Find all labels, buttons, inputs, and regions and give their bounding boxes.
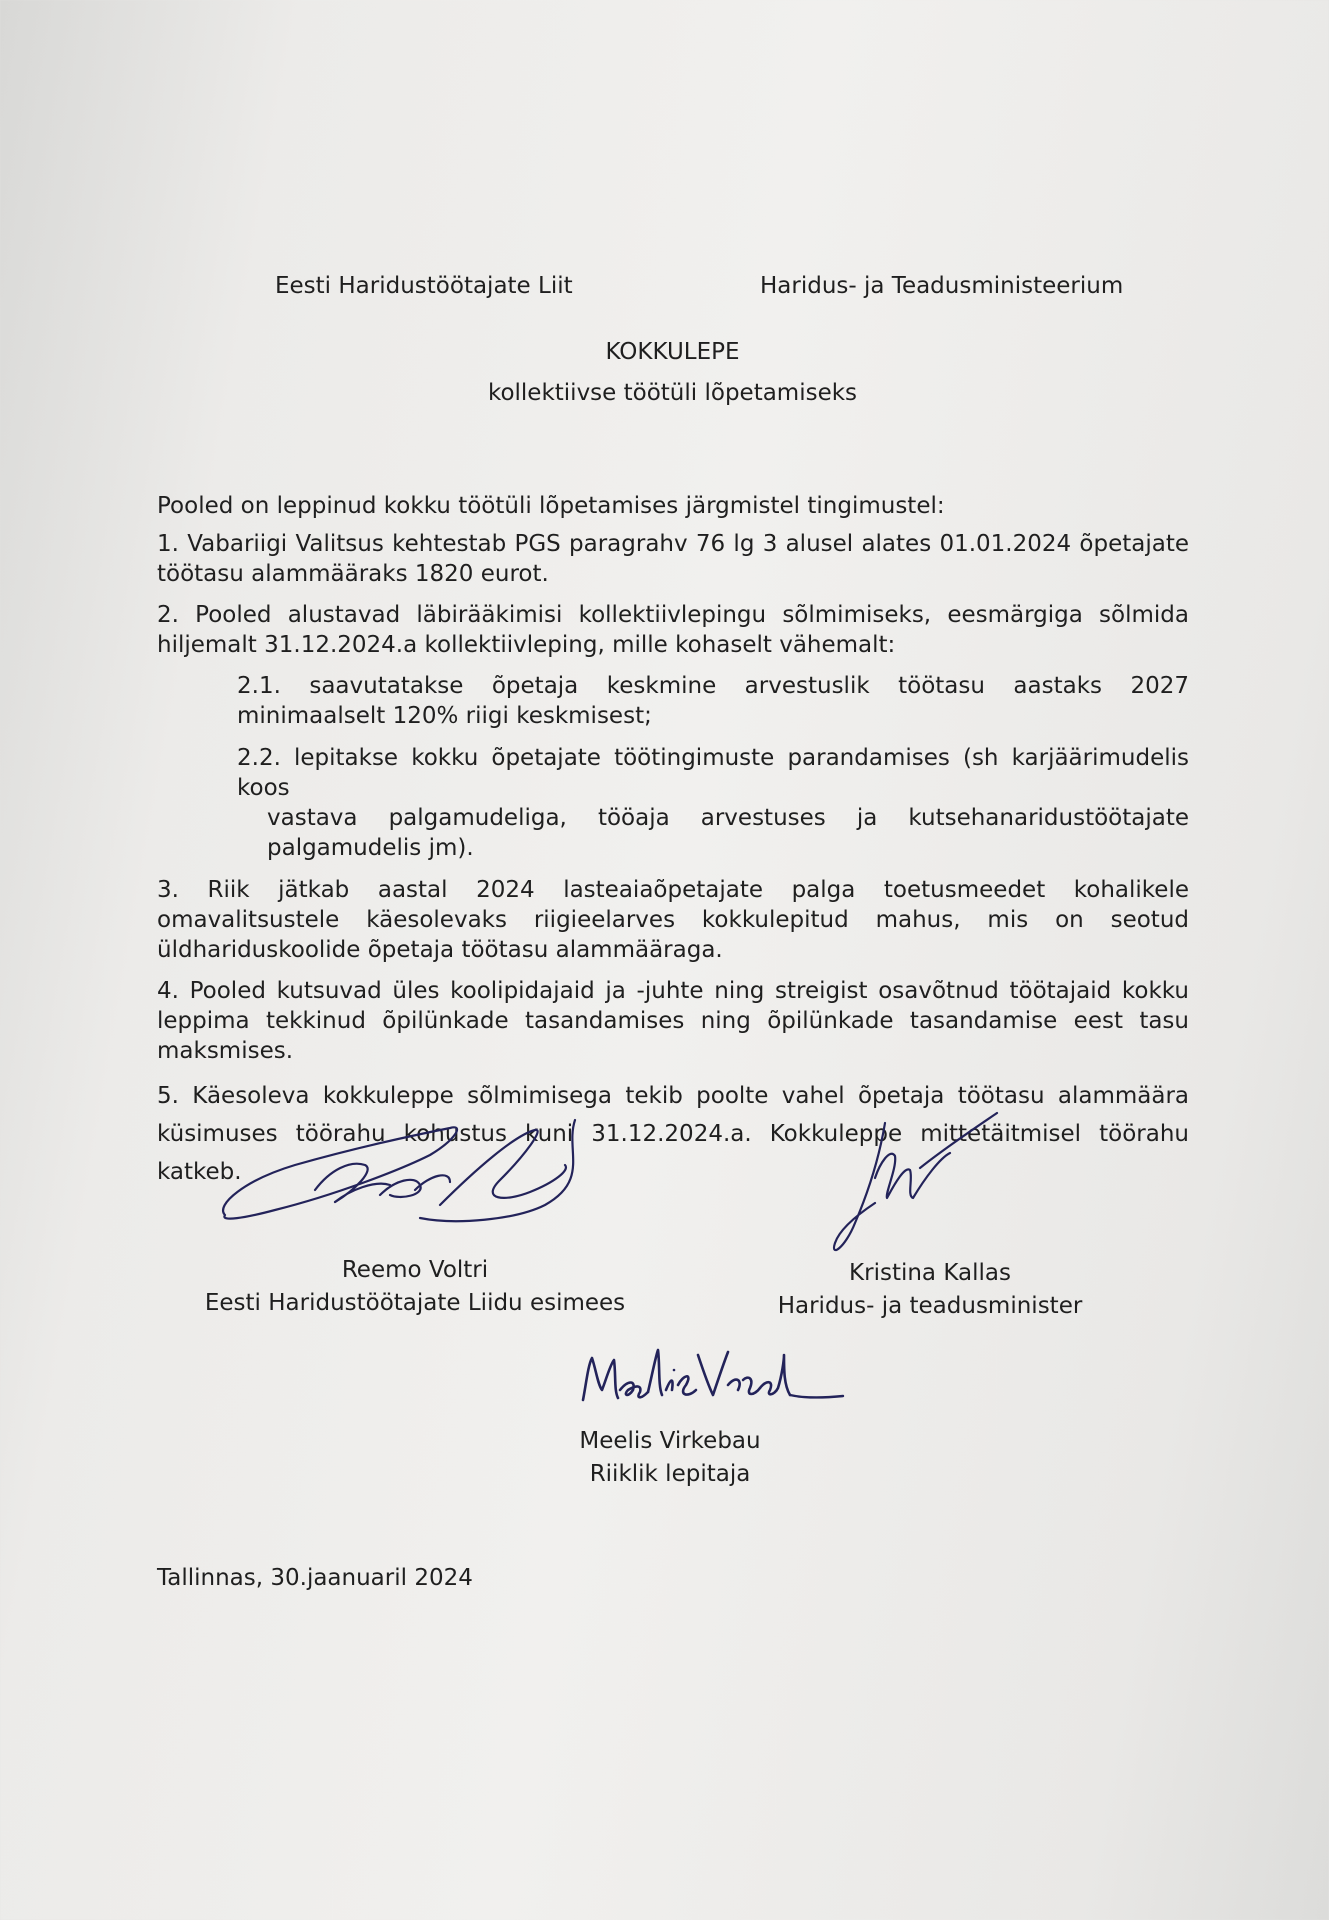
signatory-voltri	[170, 1254, 660, 1320]
clause-2-1: 2.1. saavutatakse õpetaja keskmine arvestuslik töötasu aastaks 2027 minimaalselt 120% riigi keskmisest;	[237, 673, 1189, 729]
signatory-role: Eesti Haridustöötajate Liidu esimees	[204, 1290, 626, 1316]
clause-2-2-line2: vastava palgamudeliga, tööaja arvestuses ja kutsehanaridustöötajate palgamudelis jm).	[267, 805, 1189, 861]
signature-voltri	[215, 1110, 615, 1230]
clause-1: 1. Vabariigi Valitsus kehtestab PGS paragrahv 76 lg 3 alusel alates 01.01.2024 õpetajate töötasu alammääraks 1820 eurot.	[157, 531, 1189, 587]
signature-virkebau	[578, 1340, 848, 1420]
document-subtitle: kollektiivse töötüli lõpetamiseks	[487, 380, 858, 406]
intro-paragraph: Pooled on leppinud kokku töötüli lõpetamises järgmistel tingimustel:	[157, 493, 945, 519]
place-and-date: Tallinnas, 30.jaanuaril 2024	[157, 1565, 473, 1591]
signatory-name: Kristina Kallas	[849, 1260, 1011, 1286]
header-left-party: Eesti Haridustöötajate Liit	[275, 273, 573, 299]
signature-kallas	[825, 1108, 1005, 1268]
agreement-body	[157, 491, 1189, 1202]
clause-5: 5. Käesoleva kokkuleppe sõlmimisega tekib poolte vahel õpetaja töötasu alammäära küsimuses töörahu kohustus kuni 31.12.2024.a. Kokkuleppe mittetäitmisel töörahu katkeb.	[157, 1083, 1189, 1185]
signatory-name: Meelis Virkebau	[579, 1428, 761, 1454]
signatory-role: Riiklik lepitaja	[589, 1461, 751, 1487]
clause-2-2-line1: 2.2. lepitakse kokku õpetajate töötingimuste parandamises (sh karjäärimudelis koos	[237, 745, 1189, 801]
document-title: KOKKULEPE	[605, 339, 740, 365]
clause-2: 2. Pooled alustavad läbirääkimisi kollektiivlepingu sõlmimiseks, eesmärgiga sõlmida hiljemalt 31.12.2024.a kollektiivleping, mille kohaselt vähemalt:	[157, 602, 1189, 658]
signatory-kallas	[760, 1257, 1100, 1323]
clause-3: 3. Riik jätkab aastal 2024 lasteaiaõpetajate palga toetusmeedet kohalikele omavalitsustele käesolevaks riigieelarves kokkulepitud mahus, mis on seotud üldhariduskoolide õpetaja töötasu alammääraga.	[157, 877, 1189, 963]
header-right-party: Haridus- ja Teadusministeerium	[760, 273, 1124, 299]
signatory-role: Haridus- ja teadusminister	[777, 1293, 1083, 1319]
clause-4: 4. Pooled kutsuvad üles koolipidajaid ja -juhte ning streigist osavõtnud töötajaid kokku leppima tekkinud õpilünkade tasandamises ning õpilünkade tasandamise eest tasu maksmises.	[157, 978, 1189, 1064]
signatory-name: Reemo Voltri	[341, 1257, 489, 1283]
signatory-virkebau	[520, 1425, 820, 1491]
clause-2-2	[157, 743, 1189, 863]
